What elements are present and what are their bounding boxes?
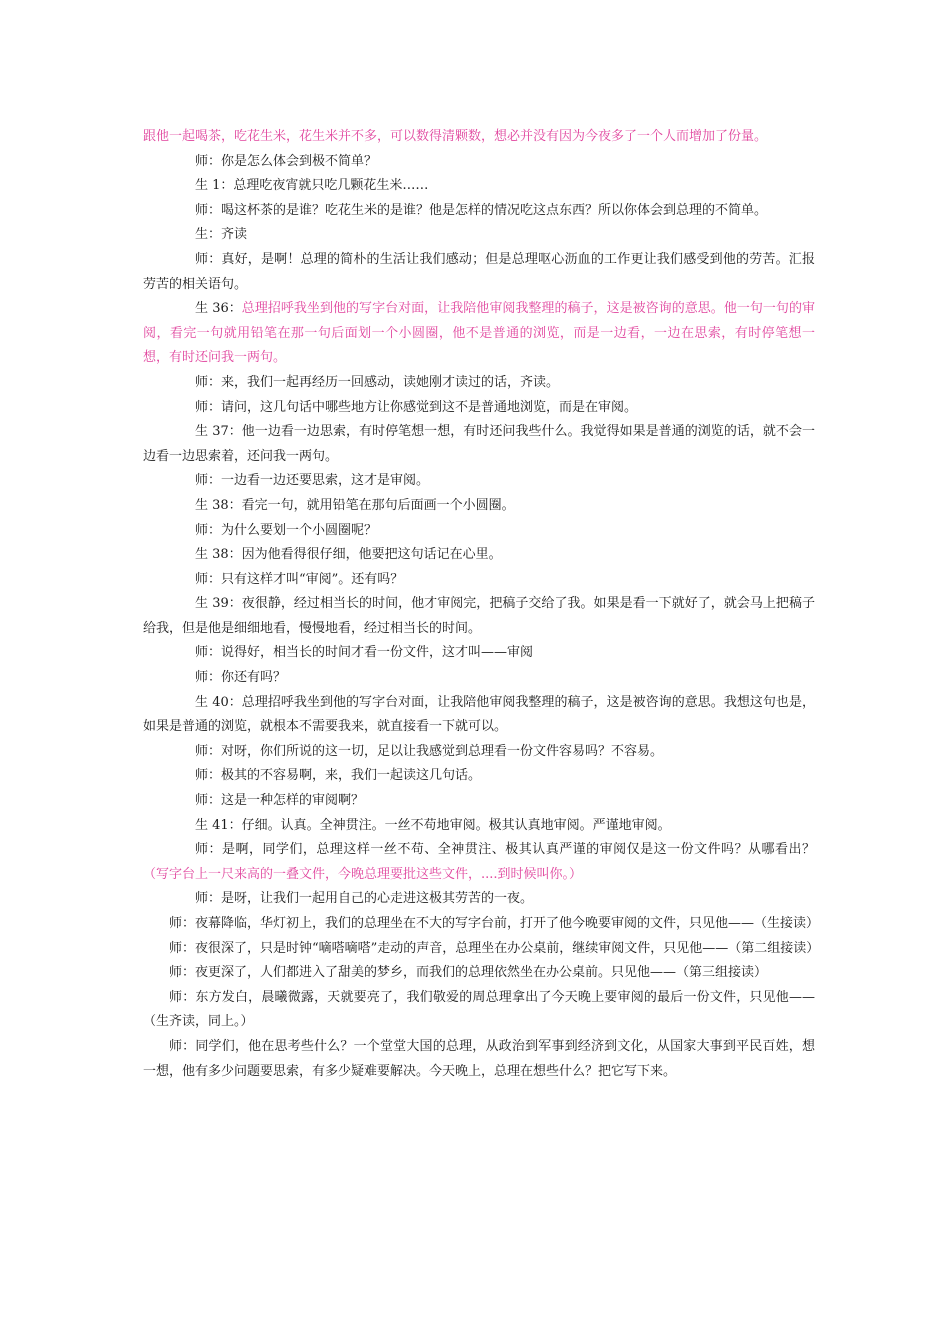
paragraph <box>143 494 815 519</box>
paragraph-text: 师：东方发白，晨曦微露，天就要亮了，我们敬爱的周总理拿出了今天晚上要审阅的最后一份文件，只见他——（生齐读，同上。） <box>143 989 815 1030</box>
paragraph-text: 师：只有这样才叫“审阅”。还有吗？ <box>195 571 404 587</box>
paragraph <box>143 838 815 887</box>
paragraph-text: 生 41：仔细。认真。全神贯注。一丝不苟地审阅。极其认真地审阅。严谨地审阅。 <box>195 817 671 833</box>
paragraph <box>143 519 815 544</box>
paragraph-text: 师：来，我们一起再经历一回感动，读她刚才读过的话，齐读。 <box>195 374 560 390</box>
paragraph <box>143 125 815 150</box>
paragraph-text: 师：夜很深了，只是时钟“嘀嗒嘀嗒”走动的声音，总理坐在办公桌前，继续审阅文件，只见他——（第二组接读） <box>169 940 820 956</box>
paragraph-text: 生 38：因为他看得很仔细，他要把这句话记在心里。 <box>195 547 502 563</box>
paragraph <box>143 666 815 691</box>
paragraph <box>143 174 815 199</box>
paragraph <box>143 396 815 421</box>
paragraph <box>143 150 815 175</box>
paragraph <box>143 1035 815 1084</box>
paragraph <box>143 986 815 1035</box>
paragraph-text: 师：一边看一边还要思索，这才是审阅。 <box>195 473 430 489</box>
paragraph <box>143 764 815 789</box>
paragraph-text: 生 38：看完一句，就用铅笔在那句后面画一个小圆圈。 <box>195 497 515 513</box>
paragraph-text: 师：真好，是啊！总理的简朴的生活让我们感动；但是总理呕心沥血的工作更让我们感受到他的劳苦。汇报劳苦的相关语句。 <box>143 251 815 292</box>
paragraph <box>143 371 815 396</box>
paragraph <box>143 691 815 740</box>
paragraph <box>143 543 815 568</box>
paragraph <box>143 937 820 962</box>
paragraph-text: 生：齐读 <box>195 227 248 243</box>
paragraph <box>143 199 815 224</box>
paragraph <box>143 420 815 469</box>
document-body <box>143 125 820 1084</box>
paragraph-text: 师：为什么要划一个小圆圈呢？ <box>195 522 378 538</box>
paragraph-text: 师：夜更深了，人们都进入了甜美的梦乡，而我们的总理依然坐在办公桌前。只见他——（第三组接读） <box>169 965 768 981</box>
paragraph-text: 师：说得好，相当长的时间才看一份文件，这才叫——审阅 <box>195 645 534 661</box>
paragraph <box>143 592 815 641</box>
paragraph <box>143 223 815 248</box>
paragraph <box>143 740 815 765</box>
paragraph-text: 师：是呀，让我们一起用自己的心走进这极其劳苦的一夜。 <box>195 891 534 907</box>
paragraph-text: 师：你是怎么体会到极不简单？ <box>195 153 378 169</box>
paragraph <box>143 961 815 986</box>
paragraph <box>143 469 815 494</box>
paragraph-text: 师：你还有吗？ <box>195 670 287 686</box>
quoted-passage: （写字台上一尺来高的一叠文件，今晚总理要批这些文件，....到时候叫你。） <box>143 866 583 882</box>
paragraph-text: 师：喝这杯茶的是谁？吃花生米的是谁？他是怎样的情况吃这点东西？所以你体会到总理的不简单。 <box>195 202 768 218</box>
paragraph <box>143 887 815 912</box>
paragraph-text: 师：对呀，你们所说的这一切，足以让我感觉到总理看一份文件容易吗？不容易。 <box>195 743 664 759</box>
paragraph-text: 总理招呼我坐到他的写字台对面，让我陪他审阅我整理的稿子，这是被咨询的意思。他一句一句的审阅，看完一句就用铅笔在那一句后面划一个小圆圈，他不是普通的浏览，而是一边看，一边在思索，有时停笔想一想，有时还问我一两句。 <box>143 301 815 366</box>
paragraph <box>143 814 815 839</box>
paragraph-text: 师：同学们，他在思考些什么？一个堂堂大国的总理，从政治到军事到经济到文化，从国家大事到平民百姓，想一想，他有多少问题要思索，有多少疑难要解决。今天晚上，总理在想些什么？把它写下来。 <box>143 1038 815 1079</box>
paragraph-text: 生 40：总理招呼我坐到他的写字台对面，让我陪他审阅我整理的稿子，这是被咨询的意思。我想这句也是，如果是普通的浏览，就根本不需要我来，就直接看一下就可以。 <box>143 694 815 735</box>
paragraph-text: 生 37：他一边看一边思索，有时停笔想一想，有时还问我些什么。我觉得如果是普通的浏览的话，就不会一边看一边思索着，还问我一两句。 <box>143 424 815 464</box>
paragraph-text: 跟他一起喝茶，吃花生米，花生米并不多，可以数得清颗数，想必并没有因为今夜多了一个人而增加了份量。 <box>143 129 768 144</box>
paragraph-text: 师：夜幕降临，华灯初上，我们的总理坐在不大的写字台前，打开了他今晚要审阅的文件，只见他——（生接读） <box>169 916 820 931</box>
paragraph <box>143 297 815 371</box>
paragraph <box>143 641 815 666</box>
paragraph-text: 师：是啊，同学们，总理这样一丝不苟、全神贯注、极其认真严谨的审阅仅是这一份文件吗？从哪看出？ <box>195 842 815 858</box>
paragraph-text: 师：这是一种怎样的审阅啊？ <box>195 793 365 809</box>
paragraph-text: 生 1：总理吃夜宵就只吃几颗花生米…… <box>195 178 429 194</box>
paragraph-text: 生 39：夜很静，经过相当长的时间，他才审阅完，把稿子交给了我。如果是看一下就好了，就会马上把稿子给我，但是他是细细地看，慢慢地看，经过相当长的时间。 <box>143 596 815 636</box>
paragraph <box>143 248 815 297</box>
paragraph <box>143 912 820 937</box>
paragraph <box>143 568 815 593</box>
speaker-label: 生 36： <box>195 301 242 317</box>
paragraph <box>143 789 815 814</box>
paragraph-text: 师：请问，这几句话中哪些地方让你感觉到这不是普通地浏览，而是在审阅。 <box>195 399 638 415</box>
paragraph-text: 师：极其的不容易啊，来，我们一起读这几句话。 <box>195 768 482 784</box>
